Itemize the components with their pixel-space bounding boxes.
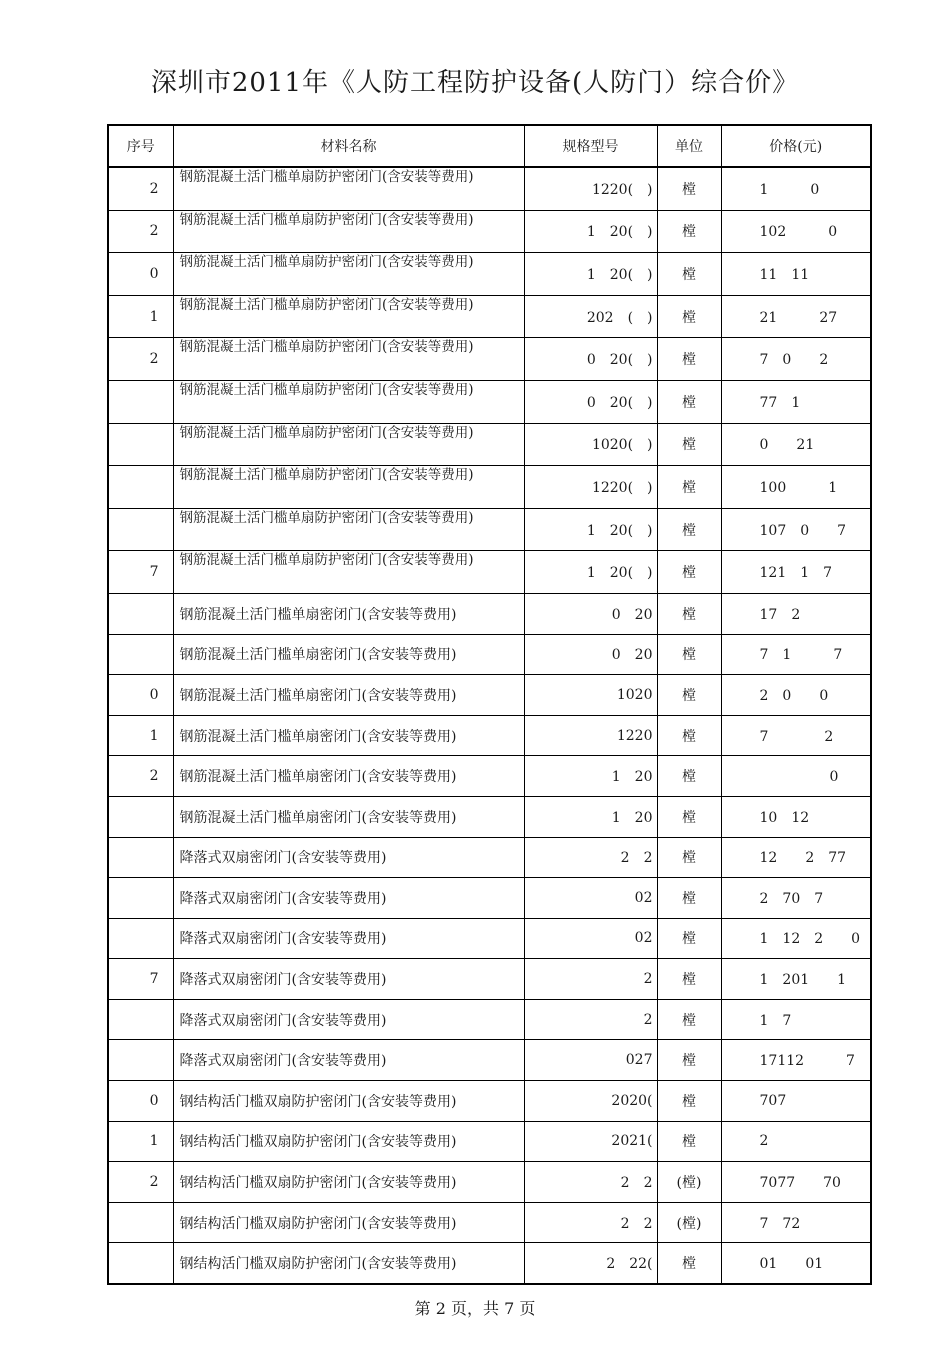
- row-seq: [108, 878, 173, 919]
- row-name: 降落式双扇密闭门(含安装等费用): [173, 959, 524, 1000]
- table-row: [108, 253, 871, 296]
- page-title: 深圳市2011年《人防工程防护设备(人防门）综合价》: [150, 68, 800, 98]
- row-price: 10 12: [721, 796, 871, 837]
- row-spec: 202 ( ): [524, 295, 657, 338]
- row-seq: 2: [108, 167, 173, 210]
- row-seq: 1: [108, 1121, 173, 1162]
- row-price: 707: [721, 1081, 871, 1122]
- row-spec: 1020: [524, 675, 657, 716]
- row-price: 1 201 1: [721, 959, 871, 1000]
- row-price: 102 0: [721, 210, 871, 253]
- table-row: [108, 1202, 871, 1243]
- row-price: 2 0 0: [721, 675, 871, 716]
- row-price: 12 2 77: [721, 837, 871, 878]
- row-unit: 樘: [657, 837, 721, 878]
- row-name: 降落式双扇密闭门(含安装等费用): [173, 918, 524, 959]
- row-unit: 樘: [657, 715, 721, 756]
- row-unit: 樘: [657, 918, 721, 959]
- row-spec: 1 20: [524, 796, 657, 837]
- row-unit: 樘: [657, 295, 721, 338]
- header-seq: 序号: [108, 125, 173, 167]
- row-price: 11 11: [721, 253, 871, 296]
- row-seq: [108, 508, 173, 551]
- row-spec: 2 2: [524, 837, 657, 878]
- row-name: 钢筋混凝土活门槛单扇防护密闭门(含安装等费用): [173, 466, 524, 509]
- table-row: [108, 1162, 871, 1203]
- row-name: 钢结构活门槛双扇防护密闭门(含安装等费用): [173, 1243, 524, 1284]
- row-seq: [108, 1202, 173, 1243]
- table-row: [108, 796, 871, 837]
- row-seq: [108, 1040, 173, 1081]
- row-spec: 02: [524, 918, 657, 959]
- row-unit: 樘: [657, 1040, 721, 1081]
- row-price: 7 72: [721, 1202, 871, 1243]
- row-unit: 樘: [657, 796, 721, 837]
- header-name: 材料名称: [173, 125, 524, 167]
- table-row: [108, 918, 871, 959]
- row-price: 0 21: [721, 423, 871, 466]
- table-row: [108, 1040, 871, 1081]
- row-price: 100 1: [721, 466, 871, 509]
- row-unit: 樘: [657, 423, 721, 466]
- row-price: 21 27: [721, 295, 871, 338]
- row-name: 钢筋混凝土活门槛单扇密闭门(含安装等费用): [173, 756, 524, 797]
- row-spec: 02: [524, 878, 657, 919]
- row-seq: 1: [108, 295, 173, 338]
- table-row: [108, 1081, 871, 1122]
- row-spec: 2020(: [524, 1081, 657, 1122]
- row-name: 钢筋混凝土活门槛单扇密闭门(含安装等费用): [173, 796, 524, 837]
- row-name: 钢筋混凝土活门槛单扇密闭门(含安装等费用): [173, 675, 524, 716]
- row-unit: 樘: [657, 756, 721, 797]
- table-row: [108, 551, 871, 594]
- row-seq: [108, 634, 173, 675]
- table-row: [108, 634, 871, 675]
- row-unit: 樘: [657, 551, 721, 594]
- row-seq: 0: [108, 253, 173, 296]
- row-spec: 1 20( ): [524, 253, 657, 296]
- table-row: [108, 999, 871, 1040]
- row-name: 钢结构活门槛双扇防护密闭门(含安装等费用): [173, 1162, 524, 1203]
- row-price: 1 7: [721, 999, 871, 1040]
- row-seq: [108, 423, 173, 466]
- row-name: 钢结构活门槛双扇防护密闭门(含安装等费用): [173, 1202, 524, 1243]
- row-unit: 樘: [657, 167, 721, 210]
- row-seq: 0: [108, 1081, 173, 1122]
- row-seq: 7: [108, 551, 173, 594]
- table-row: [108, 508, 871, 551]
- row-price: 01 01: [721, 1243, 871, 1284]
- row-unit: 樘: [657, 1081, 721, 1122]
- row-unit: 樘: [657, 338, 721, 381]
- table-row: [108, 295, 871, 338]
- row-unit: 樘: [657, 959, 721, 1000]
- row-price: 77 1: [721, 380, 871, 423]
- table-row: [108, 837, 871, 878]
- table-body: [108, 167, 871, 1284]
- row-name: 钢筋混凝土活门槛单扇防护密闭门(含安装等费用): [173, 338, 524, 381]
- row-spec: 027: [524, 1040, 657, 1081]
- row-unit: (樘): [657, 1202, 721, 1243]
- row-price: 17112 7: [721, 1040, 871, 1081]
- table-row: [108, 593, 871, 634]
- row-spec: 2021(: [524, 1121, 657, 1162]
- row-unit: 樘: [657, 878, 721, 919]
- row-spec: 0 20: [524, 634, 657, 675]
- row-name: 钢筋混凝土活门槛单扇防护密闭门(含安装等费用): [173, 508, 524, 551]
- table-row: [108, 756, 871, 797]
- table-row: [108, 959, 871, 1000]
- table-row: [108, 878, 871, 919]
- row-seq: 7: [108, 959, 173, 1000]
- row-price: 2 70 7: [721, 878, 871, 919]
- row-name: 钢结构活门槛双扇防护密闭门(含安装等费用): [173, 1121, 524, 1162]
- row-unit: 樘: [657, 466, 721, 509]
- row-seq: [108, 466, 173, 509]
- row-spec: 2: [524, 959, 657, 1000]
- row-name: 钢筋混凝土活门槛单扇防护密闭门(含安装等费用): [173, 380, 524, 423]
- row-spec: 0 20( ): [524, 380, 657, 423]
- row-spec: 2 2: [524, 1162, 657, 1203]
- table-row: [108, 466, 871, 509]
- row-spec: 1220( ): [524, 167, 657, 210]
- row-spec: 1 20( ): [524, 210, 657, 253]
- row-spec: 2 2: [524, 1202, 657, 1243]
- row-seq: [108, 593, 173, 634]
- row-name: 钢筋混凝土活门槛单扇防护密闭门(含安装等费用): [173, 551, 524, 594]
- row-spec: 0 20: [524, 593, 657, 634]
- row-unit: 樘: [657, 210, 721, 253]
- row-seq: [108, 796, 173, 837]
- row-price: 0: [721, 756, 871, 797]
- row-name: 钢结构活门槛双扇防护密闭门(含安装等费用): [173, 1081, 524, 1122]
- row-seq: 1: [108, 715, 173, 756]
- row-spec: 1 20( ): [524, 551, 657, 594]
- row-unit: 樘: [657, 634, 721, 675]
- row-seq: 0: [108, 675, 173, 716]
- row-name: 钢筋混凝土活门槛单扇防护密闭门(含安装等费用): [173, 210, 524, 253]
- row-seq: 2: [108, 210, 173, 253]
- row-unit: 樘: [657, 593, 721, 634]
- row-price: 7 2: [721, 715, 871, 756]
- table-row: [108, 423, 871, 466]
- row-seq: 2: [108, 756, 173, 797]
- row-seq: 2: [108, 338, 173, 381]
- row-price: 121 1 7: [721, 551, 871, 594]
- price-table: [107, 124, 872, 1285]
- row-spec: 2 22(: [524, 1243, 657, 1284]
- page-footer: 第 2 页，共 7 页: [414, 1299, 536, 1318]
- row-unit: 樘: [657, 253, 721, 296]
- row-unit: 樘: [657, 675, 721, 716]
- row-seq: [108, 1243, 173, 1284]
- row-name: 钢筋混凝土活门槛单扇防护密闭门(含安装等费用): [173, 423, 524, 466]
- table-row: [108, 715, 871, 756]
- table-row: [108, 167, 871, 210]
- row-seq: [108, 837, 173, 878]
- row-name: 钢筋混凝土活门槛单扇密闭门(含安装等费用): [173, 593, 524, 634]
- row-spec: 1 20( ): [524, 508, 657, 551]
- row-name: 钢筋混凝土活门槛单扇密闭门(含安装等费用): [173, 634, 524, 675]
- table-header-row: [108, 125, 871, 167]
- row-seq: [108, 999, 173, 1040]
- row-price: 7077 70: [721, 1162, 871, 1203]
- row-name: 钢筋混凝土活门槛单扇防护密闭门(含安装等费用): [173, 253, 524, 296]
- row-price: 107 0 7: [721, 508, 871, 551]
- table-row: [108, 210, 871, 253]
- row-spec: 1220( ): [524, 466, 657, 509]
- row-price: 17 2: [721, 593, 871, 634]
- row-spec: 0 20( ): [524, 338, 657, 381]
- row-seq: [108, 918, 173, 959]
- row-name: 降落式双扇密闭门(含安装等费用): [173, 999, 524, 1040]
- row-price: 2: [721, 1121, 871, 1162]
- row-unit: 樘: [657, 999, 721, 1040]
- row-spec: 2: [524, 999, 657, 1040]
- table-row: [108, 1121, 871, 1162]
- row-seq: 2: [108, 1162, 173, 1203]
- row-name: 钢筋混凝土活门槛单扇防护密闭门(含安装等费用): [173, 295, 524, 338]
- row-unit: 樘: [657, 508, 721, 551]
- row-unit: 樘: [657, 1121, 721, 1162]
- row-spec: 1220: [524, 715, 657, 756]
- table-row: [108, 380, 871, 423]
- row-spec: 1020( ): [524, 423, 657, 466]
- row-price: 7 1 7: [721, 634, 871, 675]
- header-spec: 规格型号: [524, 125, 657, 167]
- row-name: 钢筋混凝土活门槛单扇防护密闭门(含安装等费用): [173, 167, 524, 210]
- table-row: [108, 675, 871, 716]
- row-name: 钢筋混凝土活门槛单扇密闭门(含安装等费用): [173, 715, 524, 756]
- row-unit: 樘: [657, 380, 721, 423]
- table-row: [108, 1243, 871, 1284]
- row-price: 1 0: [721, 167, 871, 210]
- table-row: [108, 338, 871, 381]
- row-seq: [108, 380, 173, 423]
- header-price: 价格(元): [721, 125, 871, 167]
- row-spec: 1 20: [524, 756, 657, 797]
- row-name: 降落式双扇密闭门(含安装等费用): [173, 1040, 524, 1081]
- row-unit: 樘: [657, 1243, 721, 1284]
- row-name: 降落式双扇密闭门(含安装等费用): [173, 878, 524, 919]
- row-name: 降落式双扇密闭门(含安装等费用): [173, 837, 524, 878]
- row-unit: (樘): [657, 1162, 721, 1203]
- header-unit: 单位: [657, 125, 721, 167]
- row-price: 1 12 2 0: [721, 918, 871, 959]
- row-price: 7 0 2: [721, 338, 871, 381]
